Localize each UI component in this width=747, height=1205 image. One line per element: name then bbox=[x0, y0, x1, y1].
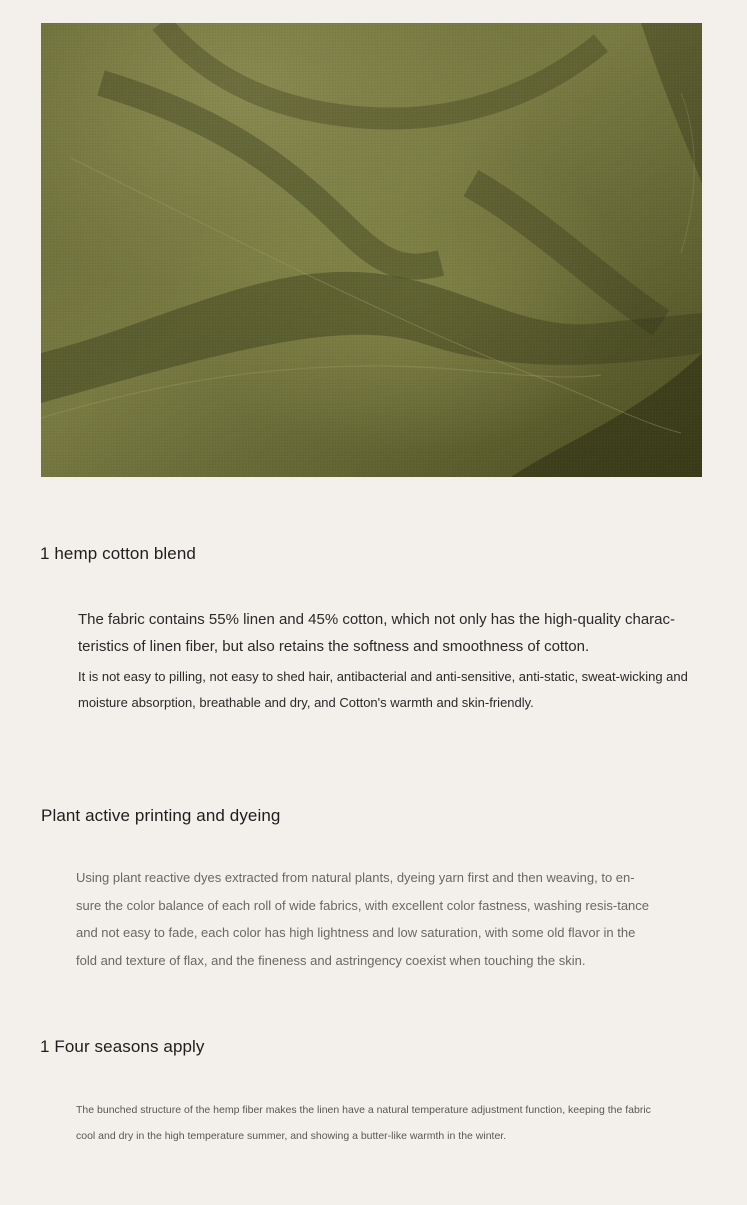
hero-fabric-image bbox=[41, 23, 702, 477]
blend-lead-text: The fabric contains 55% linen and 45% cotton, which not only has the high-quality charac-teristics of linen fiber, but also retains the softness and smoothness of cotton. bbox=[78, 611, 676, 655]
section-title-dyeing: Plant active printing and dyeing bbox=[41, 806, 281, 825]
section-blend-text bbox=[78, 606, 688, 716]
blend-body-text: It is not easy to pilling, not easy to shed hair, antibacterial and anti-sensitive, anti-static, sweat-wicking and moisture absorption, breathable and dry, and Cotton's warmth and skin-friendly. bbox=[78, 669, 688, 710]
seasons-body-text: The bunched structure of the hemp fiber makes the linen have a natural temperature adjustment function, keeping the fabric cool and dry in the high temperature summer, and showing a butter-like warmth in the winter. bbox=[76, 1104, 651, 1142]
section-title-blend: 1 hemp cotton blend bbox=[40, 544, 196, 563]
fabric-illustration bbox=[41, 23, 702, 477]
dyeing-body-text: Using plant reactive dyes extracted from natural plants, dyeing yarn first and then weaving, to en-sure the color balance of each roll of wide fabrics, with excellent color fastness, washing resis-tance and not easy to fade, each color has high lightness and low saturation, with some old flavor in the fold and texture of flax, and the fineness and astringency coexist when touching the skin. bbox=[76, 870, 650, 968]
section-title-seasons: 1 Four seasons apply bbox=[40, 1037, 205, 1056]
